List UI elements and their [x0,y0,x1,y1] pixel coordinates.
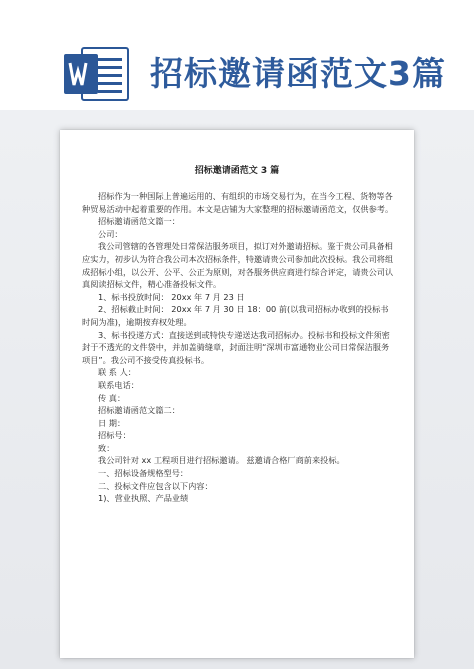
paragraph: 一、招标设备规格型号： [98,468,189,479]
paragraph: 传 真： [98,392,126,403]
paragraph: 2、招标截止时间： 20xx 年 7 月 30 日 18：00 前(以我司招标办收到的投标书时间为准)，逾期按弃权处理。 [82,304,389,327]
paragraph: 致： [98,442,115,453]
document-title: 招标邀请函范文 3 篇 [194,166,280,176]
paragraph: 二、投标文件应包含以下内容： [98,480,213,491]
paragraph: 联系电话： [98,379,139,390]
paragraph: 1、标书投放时间： 20xx 年 7 月 23 日 [98,291,245,302]
paragraph: 1)、营业执照、产品业绩 [98,493,189,504]
paragraph: 我公司管辖的各管理处日常保洁服务项目，拟订对外邀请招标。鉴于贵公司具备相应实力，初步认为符合我公司本次招标条件，特邀请贵公司参加此次投标。我公司将组成招标小组，以公开、公平、公正为原则，对各服务供应商进行综合评定，请贵公司认真阅读招标文件，精心准备投标文件。 [82,241,394,290]
paragraph: 招标作为一种国际上普遍运用的、有组织的市场交易行为，在当今工程、货物等各种贸易活动中起着重要的作用。本文是店铺为大家整理的招标邀请函范文，仅供参考。 [82,191,394,214]
paragraph: 招标邀请函范文篇一： [98,216,180,227]
paragraph: 我公司针对 xx 工程项目进行招标邀请。 兹邀请合格厂商前来投标。 [98,455,345,466]
page-title: 招标邀请函范文3篇 [150,54,446,93]
header-banner [0,0,474,110]
document-page [60,130,414,658]
paragraph: 公司： [98,228,123,239]
paragraph: 3、标书投递方式：直接送到或特快专递送达我司招标办。投标书和投标文件须密封于不透光的文件袋中，并加盖骑缝章，封面注明“深圳市富通物业公司日常保洁服务项目”。我公司不接受传真投标书。 [82,329,390,365]
word-document-icon [62,46,132,102]
paragraph: 联 系 人： [98,367,136,378]
document-body [82,190,394,505]
paragraph: 招标号： [98,430,131,441]
paragraph: 招标邀请函范文篇二： [98,405,180,416]
paragraph: 日 期： [98,417,126,428]
